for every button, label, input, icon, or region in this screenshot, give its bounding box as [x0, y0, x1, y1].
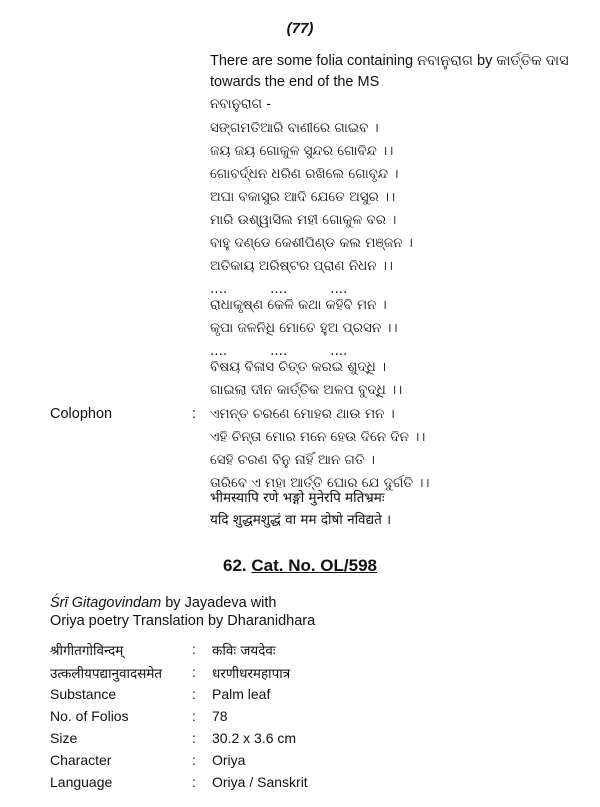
verse-line: ବାହୁ ଦଣ୍ଡେ କେଶୀପିଣ୍ଡ କଲ ମଞ୍ଜନ ।: [210, 235, 413, 251]
colophon-sanskrit-line: भीमस्यापि रणे भङ्गो मुनेरपि मतिभ्रमः: [210, 490, 385, 506]
field-label: Character: [50, 752, 112, 768]
field-colon: :: [192, 774, 196, 790]
field-value: 78: [212, 708, 228, 724]
page-number: (77): [286, 20, 314, 37]
field-colon: :: [192, 752, 196, 768]
section-title: ନବାନୁରାଗ -: [210, 96, 272, 112]
field-value: कविः जयदेवः: [212, 643, 276, 659]
field-value: Palm leaf: [212, 686, 271, 702]
colophon-colon: :: [192, 406, 197, 422]
field-value: धरणीधरमहापात्र: [212, 666, 291, 682]
field-colon: :: [192, 664, 196, 680]
field-colon: :: [192, 686, 196, 702]
catalog-number: Cat. No. OL/598: [251, 556, 377, 575]
verse-line: ଗାଇଲା ଦୀନ କାର୍ତ୍ତିକ ଅଳପ ବୁଦ୍ଧି ।।: [210, 382, 403, 398]
colophon-label: Colophon: [50, 406, 113, 422]
colophon-sanskrit-line: यदि शुद्धमशुद्धं वा मम दोषो नविद्यते ।: [210, 512, 392, 528]
field-value: Oriya / Sanskrit: [212, 774, 308, 790]
field-colon: :: [192, 641, 196, 657]
verse-line: କୃପା ଜଳନିଧି ମୋତେ ହୁଅ ପ୍ରସନ ।।: [210, 320, 398, 336]
field-label: श्रीगीतगोविन्दम्: [50, 643, 124, 659]
catalog-title-line-2: Oriya poetry Translation by Dharanidhara: [50, 613, 316, 629]
ellipsis-line: .... .... ....: [210, 281, 348, 297]
title-sri: Śrī: [50, 595, 72, 611]
ellipsis-line: .... .... ....: [210, 343, 348, 359]
colophon-line: ଏହି ଚିନ୍ତା ମୋର ମନେ ହେଉ ଦିନେ ଦିନ ।।: [210, 429, 426, 445]
catalog-title-line-1: [50, 595, 276, 611]
intro-line-2: towards the end of the MS: [210, 74, 380, 90]
field-colon: :: [192, 730, 196, 746]
catalog-entry-number: 62.: [223, 556, 252, 575]
field-label: Language: [50, 774, 113, 790]
verse-line: ଅତିକାୟ ଅରିଷ୍ଟର ପ୍ରାଣ ନିଧନ ।।: [210, 258, 393, 274]
field-label: Substance: [50, 686, 117, 702]
verse-line: ଜୟ ଜୟ ଗୋକୁଳ ସୁନ୍ଦର ଗୋବିନ୍ଦ ।।: [210, 143, 394, 159]
intro-line-1: There are some folia containing ନବାନୁରାଗ by କାର୍ତ୍ତିକ ଦାସ: [210, 53, 569, 69]
verse-line: ଅଘା ବକାସୁର ଆଦି ଯେତେ ଅସୁର ।।: [210, 189, 396, 205]
field-label: No. of Folios: [50, 708, 129, 724]
verse-line: ମାରି ଉଶ୍ୱାସିଲ ମହୀ ଗୋକୁଳ ବର ।: [210, 212, 397, 228]
colophon-line: ସେହି ଚରଣ ବିନୁ ନାହିଁ ଆନ ଗତି ।: [210, 452, 375, 468]
field-value: 30.2 x 3.6 cm: [212, 730, 297, 746]
field-colon: :: [192, 708, 196, 724]
verse-line: ସଙ୍ଗମତିଆରି ବାଣୀରେ ଗାଇବ ।: [210, 120, 379, 136]
verse-line: ଗୋବର୍ଦ୍ଧନ ଧରିଣ ରଖିଲେ ଗୋବୃନ୍ଦ ।: [210, 166, 399, 182]
field-label: उत्कलीयपद्यानुवादसमेत: [50, 666, 163, 682]
verse-line: ରାଧାକୃଷ୍ଣ କେଳି କଥା କହିବି ମନ ।: [210, 297, 387, 313]
title-author: by Jayadeva with: [161, 595, 277, 611]
colophon-line: ଏମନ୍ତ ଚରଣେ ମୋହର ଥାଉ ମନ ।: [210, 406, 395, 422]
field-value: Oriya: [212, 752, 246, 768]
verse-line: ବିଷୟ ବିଳାସ ଚିତ୍ତ କରଇ ଶୁଦ୍ଧି ।: [210, 359, 387, 375]
field-label: Size: [50, 730, 78, 746]
catalog-heading: [0, 556, 600, 576]
title-work: Gitagovindam: [71, 595, 162, 611]
colophon-line: ତାରିବେ ଏ ମହା ଆର୍ତ୍ତି ଘୋର ଯେ ଦୁର୍ଗତି ।।: [210, 475, 430, 491]
